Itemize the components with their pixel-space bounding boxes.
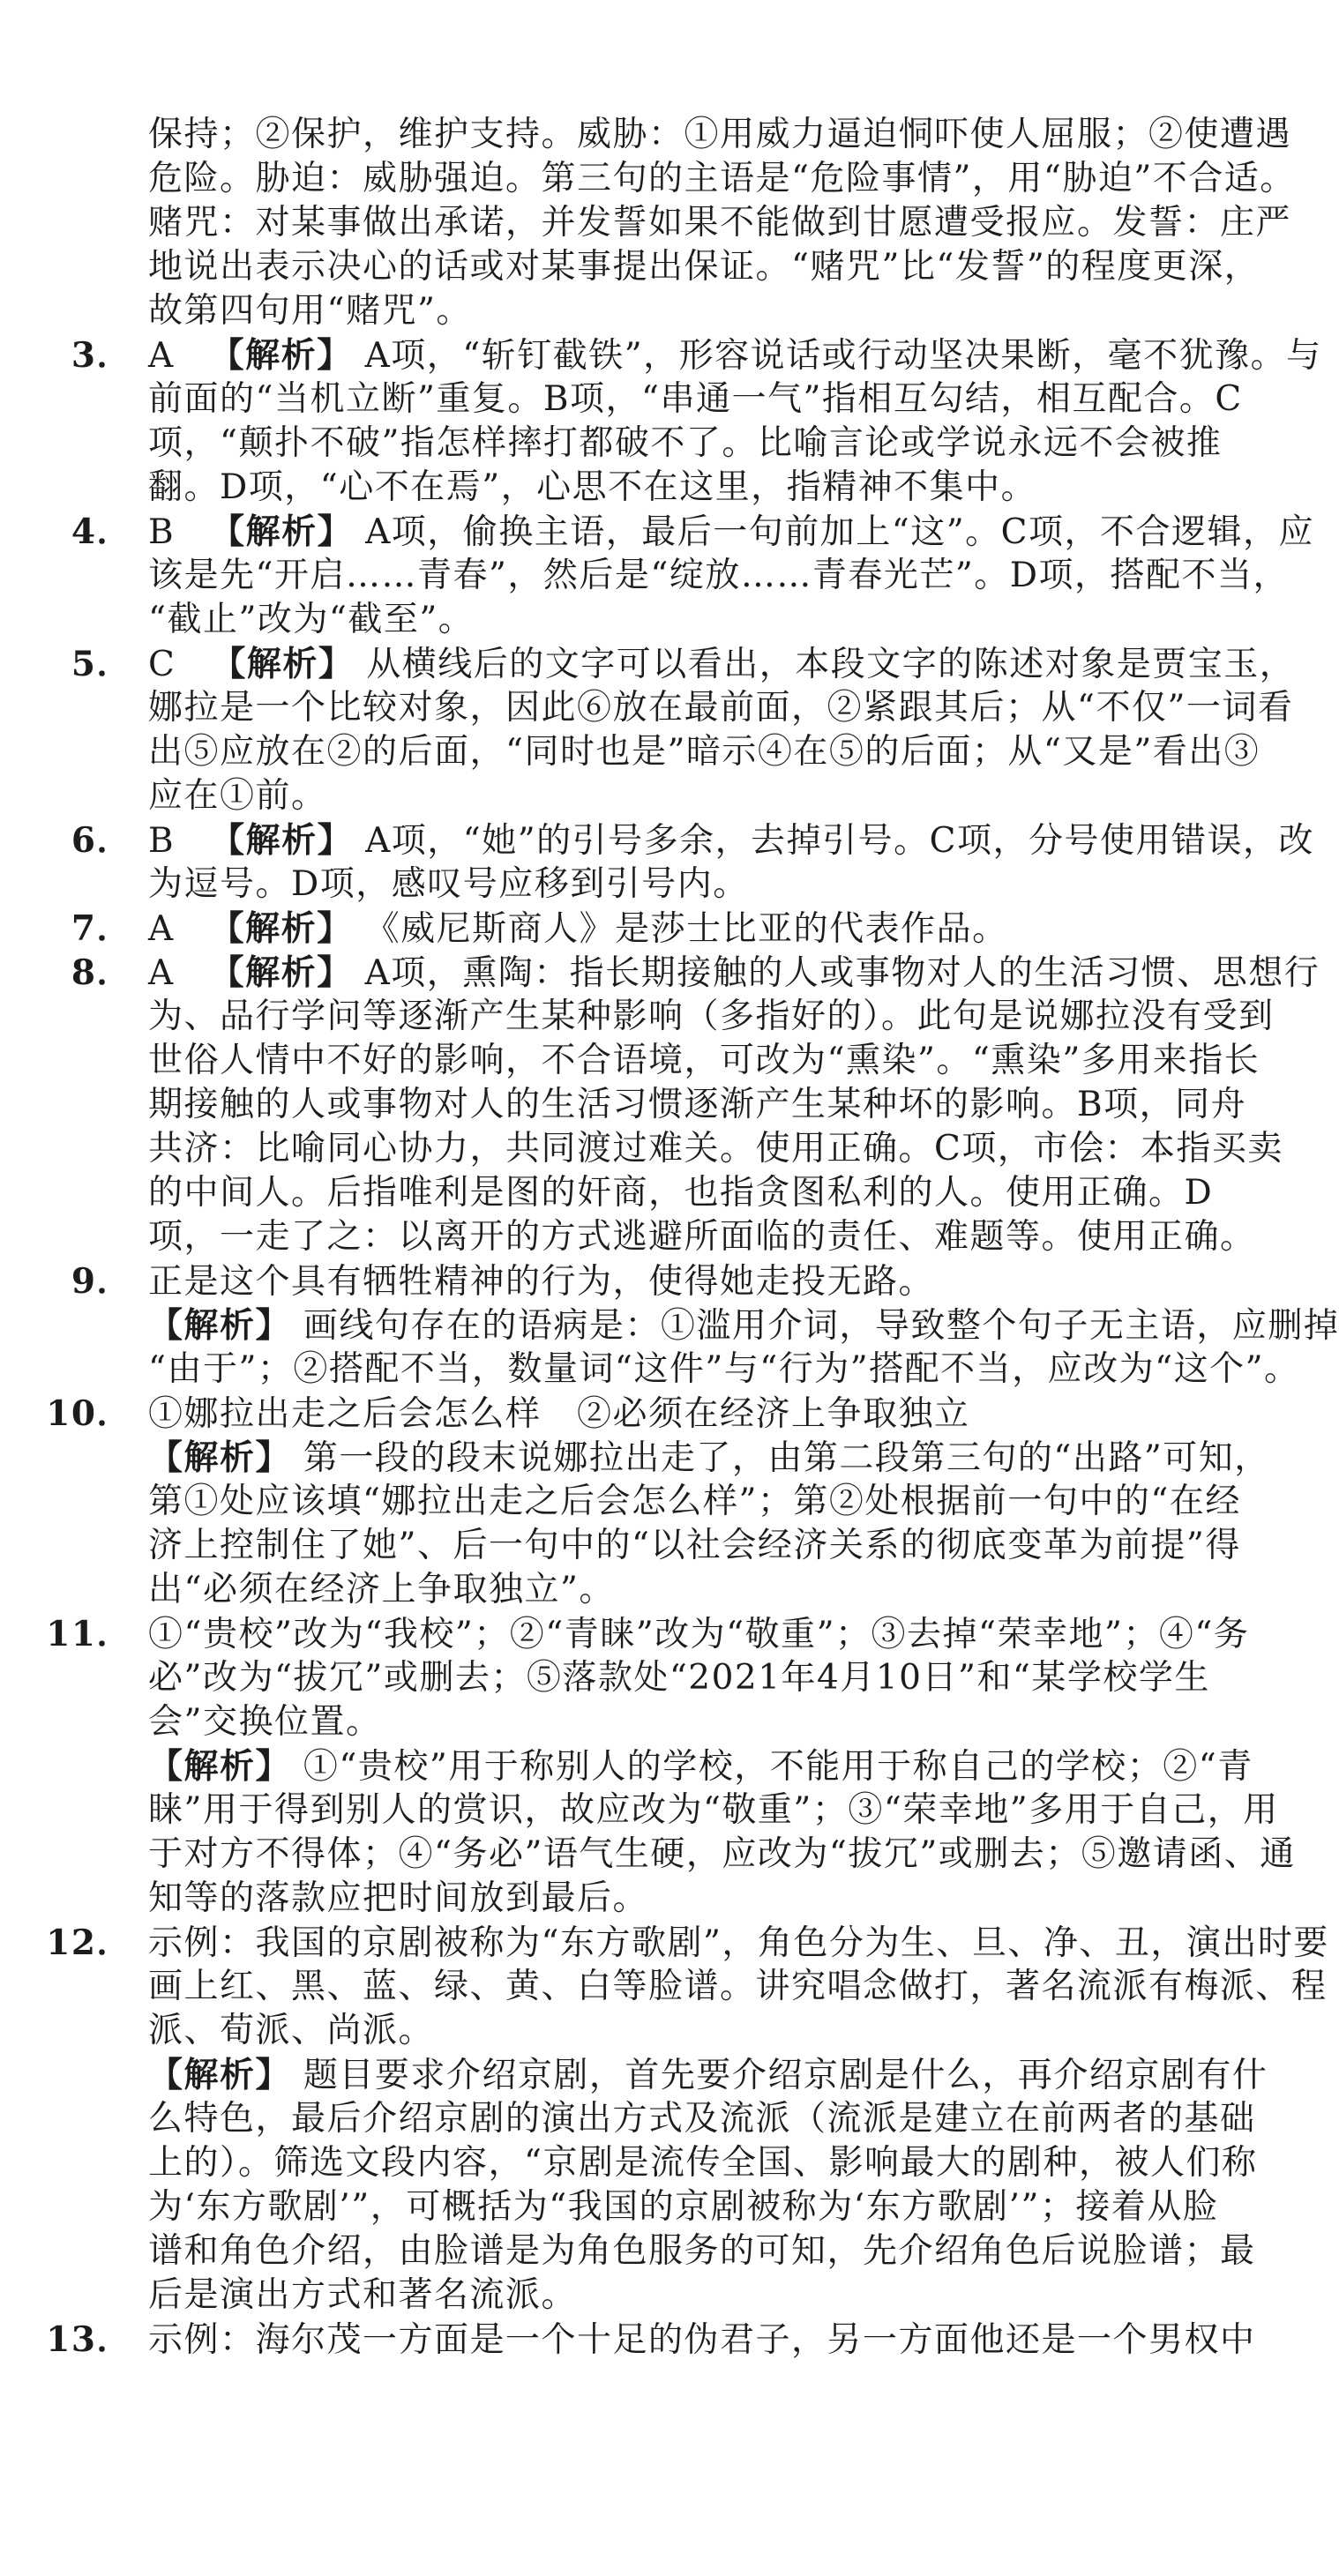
question-number: 12． (46, 1923, 132, 1963)
analysis-text: 《威尼斯商人》是莎士比亚的代表作品。 (364, 909, 1008, 949)
text-line: 娜拉是一个比较对象，因此⑥放在最前面，②紧跟其后；从“不仅”一词看 (148, 688, 1294, 728)
analysis-text: A项，“她”的引号多余，去掉引号。C项，分号使用错误，改 (365, 821, 1314, 861)
analysis-tag: 【解析】 (209, 952, 353, 993)
answer-item (0, 510, 1314, 642)
text-line: 保持；②保护，维护支持。威胁：①用威力逼迫恫吓使人屈服；②使遭遇 (148, 115, 1292, 154)
analysis-text: 画线句存在的语病是：①滥用介词，导致整个句子无主语，应删掉 (303, 1306, 1339, 1346)
answer-item (0, 951, 1320, 1259)
text-line: 后是演出方式和著名流派。 (148, 2275, 578, 2315)
text-line: 世俗人情中不好的影响，不合语境，可改为“熏染”。“熏染”多用来指长 (148, 1041, 1260, 1080)
question-number: 11． (46, 1614, 132, 1654)
question-11 (0, 1612, 1296, 1921)
answer-letter: C (148, 645, 176, 684)
answer-item (0, 333, 1322, 510)
analysis-text: 题目要求介绍京剧，首先要介绍京剧是什么，再介绍京剧有什 (303, 2056, 1268, 2095)
analysis-text: A项，“斩钉截铁”，形容说话或行动坚决果断，毫不犹豫。与 (364, 336, 1322, 376)
intro-paragraph (0, 113, 1296, 333)
text-line: “截止”改为“截至”。 (148, 600, 475, 639)
text-line: 前面的“当机立断”重复。B项，“串通一气”指相互勾结，相互配合。C (148, 379, 1243, 419)
question-10 (0, 1392, 1270, 1612)
analysis-tag: 【解析】 (148, 1746, 292, 1787)
analysis-tag: 【解析】 (210, 511, 354, 552)
text-line: 必”改为“拔冗”或删去；⑤落款处“2021年4月10日”和“某学校学生 (148, 1658, 1210, 1698)
text-line: 知等的落款应把时间放到最后。 (148, 1878, 649, 1918)
question-number: 6． (71, 820, 132, 861)
text-line: 么特色，最后介绍京剧的演出方式及流派（流派是建立在前两者的基础 (148, 2099, 1256, 2139)
question-number: 13． (46, 2319, 132, 2360)
text-line: 项，“颠扑不破”指怎样摔打都破不了。比喻言论或学说永远不会被推 (148, 423, 1223, 463)
text-line: 的中间人。后指唯利是图的奸商，也指贪图私利的人。使用正确。D (148, 1173, 1214, 1213)
text-line: 故第四句用“赌咒”。 (148, 291, 472, 331)
analysis-text: 第一段的段末说娜拉出走了，由第二段第三句的“出路”可知， (303, 1438, 1270, 1478)
answer-letter: A (148, 909, 175, 949)
text-line: 期接触的人或事物对人的生活习惯逐渐产生某种坏的影响。B项，同舟 (148, 1085, 1247, 1124)
answer-letter: A (148, 953, 175, 993)
analysis-tag: 【解析】 (148, 2055, 292, 2095)
answer-item (0, 907, 1155, 951)
text-line: 赌咒：对某事做出承诺，并发誓如果不能做到甘愿遭受报应。发誓：庄严 (148, 203, 1292, 243)
question-number: 3． (71, 335, 132, 376)
question-number: 5． (71, 644, 132, 684)
text-line: 为‘东方歌剧’”，可概括为“我国的京剧被称为‘东方歌剧’”；接着从脸 (148, 2187, 1219, 2227)
analysis-tag: 【解析】 (148, 1305, 292, 1346)
text-line: 济上控制住了她”、后一句中的“以社会经济关系的彻底变革为前提”得 (148, 1526, 1241, 1565)
question-number: 9． (71, 1261, 132, 1302)
answer-items (0, 333, 1322, 1259)
text-line: 会”交换位置。 (148, 1702, 382, 1742)
text-line: 地说出表示决心的话或对某事提出保证。“赌咒”比“发誓”的程度更深， (148, 247, 1260, 287)
question-number: 10． (46, 1393, 132, 1434)
question-number: 7． (71, 908, 132, 949)
text-line: 该是先“开启……青春”，然后是“绽放……青春光芒”。D项，搭配不当， (148, 556, 1290, 595)
text-line: 第①处应该填“娜拉出走之后会怎么样”；第②处根据前一句中的“在经 (148, 1482, 1241, 1521)
answer-text: ①“贵校”改为“我校”；②“青睐”改为“敬重”；③去掉“荣幸地”；④“务 (148, 1615, 1250, 1654)
text-line: 画上红、黑、蓝、绿、黄、白等脸谱。讲究唱念做打，著名流派有梅派、程 (148, 1967, 1328, 2006)
text-line: 于对方不得体；④“务必”语气生硬，应改为“拔冗”或删去；⑤邀请函、通 (148, 1834, 1296, 1874)
answer-item (0, 642, 1296, 818)
text-line: 危险。胁迫：威胁强迫。第三句的主语是“危险事情”，用“胁迫”不合适。 (148, 159, 1296, 198)
text-line: 上的）。筛选文段内容，“京剧是流传全国、影响最大的剧种，被人们称 (148, 2143, 1258, 2183)
text-line: 项，一走了之：以离开的方式逃避所面临的责任、难题等。使用正确。 (148, 1217, 1256, 1257)
text-line: 翻。D项，“心不在焉”，心思不在这里，指精神不集中。 (148, 467, 1037, 507)
text-line: 应在①前。 (148, 776, 327, 816)
text-line: 派、荀派、尚派。 (148, 2011, 435, 2050)
analysis-text: 从横线后的文字可以看出，本段文字的陈述对象是贾宝玉， (366, 645, 1296, 684)
analysis-tag: 【解析】 (209, 335, 353, 376)
question-number: 4． (71, 511, 132, 552)
question-12 (0, 1921, 1329, 2318)
text-line: 出⑤应放在②的后面，“同时也是”暗示④在⑤的后面；从“又是”看出③ (148, 732, 1260, 772)
question-number: 8． (71, 952, 132, 993)
analysis-text: A项，偷换主语，最后一句前加上“这”。C项，不合逻辑，应 (365, 512, 1314, 552)
text-line: 谱和角色介绍，由脸谱是为角色服务的可知，先介绍角色后说脸谱；最 (148, 2231, 1256, 2271)
answer-letter: B (148, 821, 176, 861)
text-line: 出“必须在经济上争取独立”。 (148, 1570, 615, 1609)
text-line: 睐”用于得到别人的赏识，故应改为“敬重”；③“荣幸地”多用于自己，用 (148, 1790, 1279, 1830)
answer-text: 示例：海尔茂一方面是一个十足的伪君子，另一方面他还是一个男权中 (148, 2320, 1256, 2360)
analysis-text: ①“贵校”用于称别人的学校，不能用于称自己的学校；②“青 (303, 1747, 1253, 1787)
analysis-tag: 【解析】 (148, 1437, 292, 1478)
analysis-tag: 【解析】 (210, 820, 354, 861)
answer-letter: A (148, 336, 175, 376)
answer-text: ①娜拉出走之后会怎么样 ②必须在经济上争取独立 (148, 1394, 970, 1434)
text-line: 共济：比喻同心协力，共同渡过难关。使用正确。C项，市侩：本指买卖 (148, 1129, 1283, 1169)
answer-letter: B (148, 512, 176, 552)
text-line: 为逗号。D项，感叹号应移到引号内。 (148, 864, 749, 904)
question-13 (0, 2318, 1256, 2362)
analysis-text: A项，熏陶：指长期接触的人或事物对人的生活习惯、思想行 (364, 953, 1320, 993)
analysis-tag: 【解析】 (211, 644, 355, 684)
analysis-tag: 【解析】 (209, 908, 353, 949)
text-line: “由于”；②搭配不当，数量词“这件”与“行为”搭配不当，应改为“这个”。 (148, 1349, 1300, 1389)
text-line: 为、品行学问等逐渐产生某种影响（多指好的）。此句是说娜拉没有受到 (148, 997, 1275, 1036)
answer-text: 示例：我国的京剧被称为“东方歌剧”，角色分为生、旦、净、丑，演出时要 (148, 1923, 1329, 1963)
answer-text: 正是这个具有牺牲精神的行为，使得她走投无路。 (148, 1262, 935, 1302)
question-9 (0, 1259, 1339, 1392)
answer-item (0, 818, 1314, 907)
